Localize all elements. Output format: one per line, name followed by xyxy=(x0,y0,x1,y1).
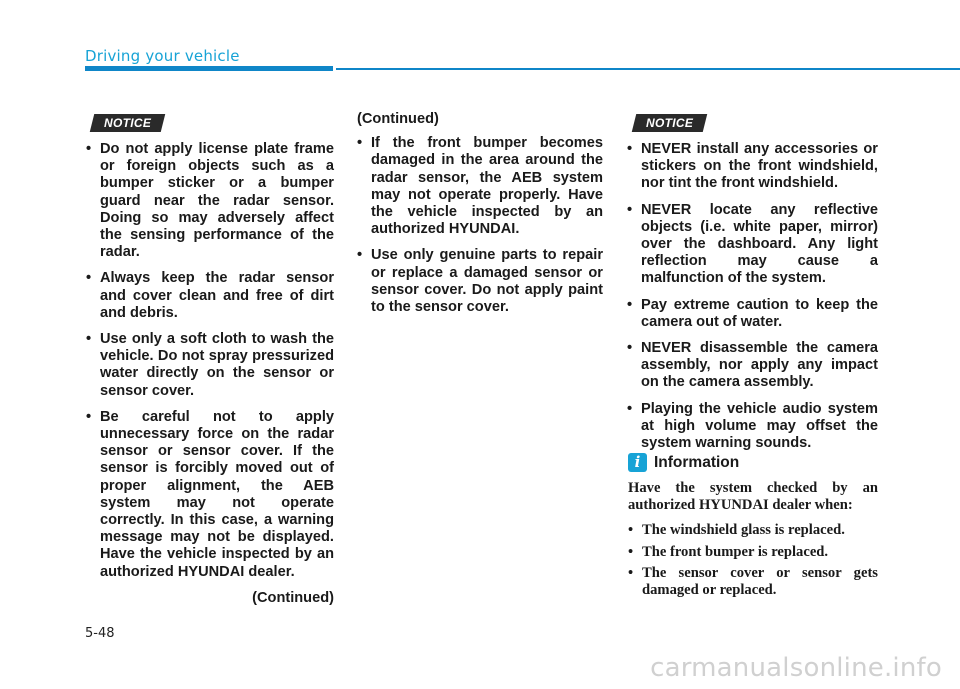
list-item-text: Do not apply license plate frame or foreign objects such as a bumper sticker or a bumper guard near the radar sensor. Doing so may adversely affect the sensing performance of the radar. xyxy=(100,141,334,261)
bullet: • xyxy=(86,141,92,157)
list-item-text: Use only genuine parts to repair or replace a damaged sensor or sensor cover. Do not apply paint to the sensor cover. xyxy=(371,247,603,316)
list-item-text: Always keep the radar sensor and cover clean and free of dirt and debris. xyxy=(100,270,334,321)
col3-list xyxy=(627,141,878,452)
list-item xyxy=(357,247,603,316)
bullet: • xyxy=(86,270,92,287)
information-header xyxy=(628,453,739,472)
section-title: Driving your vehicle xyxy=(85,47,240,65)
bullet: • xyxy=(628,543,634,560)
bullet: • xyxy=(357,247,363,264)
bullet: • xyxy=(627,340,633,357)
bullet: • xyxy=(627,201,633,218)
info-icon: i xyxy=(628,453,647,472)
list-item xyxy=(627,141,878,193)
list-item xyxy=(628,565,878,599)
list-item-text: If the front bumper becomes damaged in the area around the radar sensor, the AEB system may not operate properly. Have the vehicle inspected by an authorized HYUNDAI. xyxy=(371,135,603,238)
col1-list xyxy=(86,141,334,581)
column-1 xyxy=(86,141,334,607)
notice-label: NOTICE xyxy=(646,116,694,130)
header-rule-thick xyxy=(85,66,333,71)
bullet: • xyxy=(357,135,363,152)
bullet: • xyxy=(86,331,92,348)
list-item xyxy=(86,409,334,581)
list-item xyxy=(357,135,603,238)
list-item xyxy=(628,544,878,561)
continued-label: (Continued) xyxy=(357,111,439,127)
bullet: • xyxy=(627,400,633,417)
information-intro: Have the system checked by an authorized HYUNDAI dealer when: xyxy=(628,480,878,514)
information-list xyxy=(628,522,878,599)
col2-list xyxy=(357,135,603,316)
bullet: • xyxy=(628,522,634,539)
notice-badge-right xyxy=(632,114,708,132)
list-item-text: Be careful not to apply unnecessary force on the radar sensor or sensor cover. If the sensor is forcibly moved out of proper alignment, the AEB system may not operate correctly. In this case, a warning message may not be displayed. Have the vehicle inspected by an authorized HYUNDAI dealer. xyxy=(100,408,334,580)
bullet: • xyxy=(86,408,92,425)
list-item xyxy=(86,270,334,322)
column-2 xyxy=(357,111,603,325)
bullet: • xyxy=(627,296,633,313)
list-item xyxy=(86,141,334,261)
page-number: 5-48 xyxy=(85,626,115,641)
list-item-text: The sensor cover or sensor gets damaged or replaced. xyxy=(642,564,878,599)
bullet: • xyxy=(627,141,633,157)
list-item-text: Pay extreme caution to keep the camera out of water. xyxy=(641,296,878,330)
header-rule-thin xyxy=(336,68,960,70)
notice-label: NOTICE xyxy=(104,116,152,130)
list-item-text: The front bumper is replaced. xyxy=(642,543,829,560)
bullet: • xyxy=(628,564,634,581)
list-item-text: NEVER locate any reflective objects (i.e. white paper, mirror) over the dashboard. Any light reflection may cause a malfunction of the system. xyxy=(641,201,878,287)
list-item-text: Use only a soft cloth to wash the vehicle. Do not spray pressurized water directly on the sensor or sensor cover. xyxy=(100,331,334,399)
list-item xyxy=(627,401,878,453)
list-item xyxy=(627,297,878,331)
list-item-text: NEVER install any accessories or stickers on the front windshield, nor tint the front windshield. xyxy=(641,141,878,192)
information-title: Information xyxy=(654,453,740,471)
list-item xyxy=(628,522,878,539)
list-item xyxy=(627,340,878,392)
list-item-text: NEVER disassemble the camera assembly, nor apply any impact on the camera assembly. xyxy=(641,340,878,391)
list-item-text: The windshield glass is replaced. xyxy=(642,522,845,539)
list-item xyxy=(627,202,878,288)
notice-badge-left xyxy=(90,114,166,132)
column-3 xyxy=(627,141,878,461)
information-body xyxy=(628,480,878,603)
list-item xyxy=(86,331,334,400)
watermark[interactable]: carmanualsonline.info xyxy=(650,653,942,683)
list-item-text: Playing the vehicle audio system at high volume may offset the system warning sounds. xyxy=(641,400,878,452)
continued-label: (Continued) xyxy=(252,589,334,606)
